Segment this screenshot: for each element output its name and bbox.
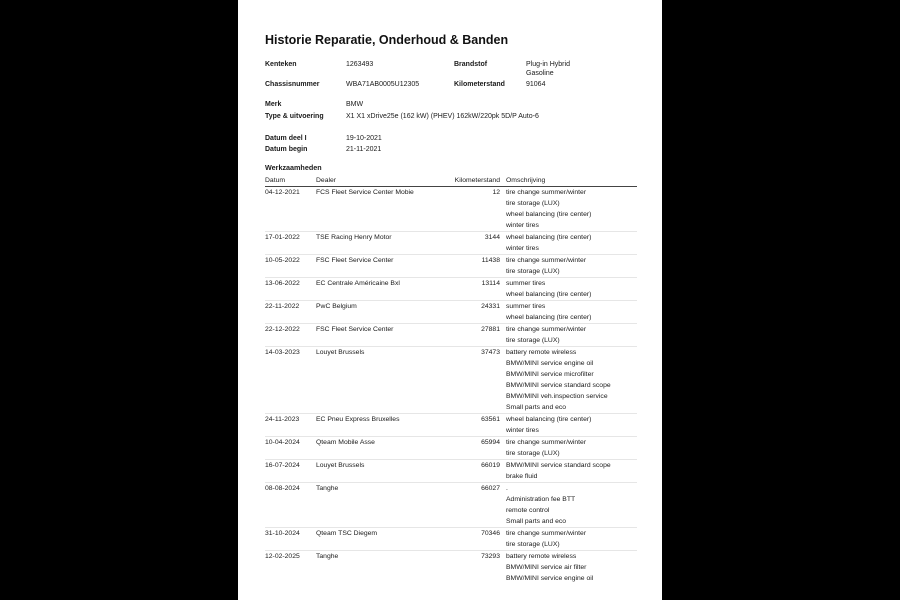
row-description [506,187,637,231]
row-kilometerstand: 13114 [481,280,500,287]
row-dealer: Louyet Brussels [316,349,365,356]
row-date: 17-01-2022 [265,234,300,241]
description-line: battery remote wireless [506,349,577,356]
row-date: 04-12-2021 [265,189,300,196]
description-line: wheel balancing (tire center) [506,416,592,423]
table-row [265,323,637,346]
row-date: 16-07-2024 [265,462,300,469]
description-line: BMW/MINI service standard scope [506,382,611,389]
description-line: summer tires [506,280,546,287]
description-line: tire change summer/winter [506,257,587,264]
description-line: tire change summer/winter [506,530,587,537]
description-line: BMW/MINI service engine oil [506,360,594,367]
chassis-label: Chassisnummer [265,81,320,88]
description-line: brake fluid [506,473,538,480]
row-kilometerstand: 70346 [481,530,500,537]
description-line: tire storage (LUX) [506,200,560,207]
row-dealer: EC Pneu Express Bruxelles [316,416,400,423]
row-description [506,414,637,436]
row-date: 22-12-2022 [265,326,300,333]
table-row [265,436,637,459]
brandstof-label: Brandstof [454,61,488,68]
row-kilometerstand: 66019 [481,462,500,469]
page-title: Historie Reparatie, Onderhoud & Banden [265,33,509,47]
row-kilometerstand: 66027 [481,485,500,492]
table-row [265,527,637,550]
row-kilometerstand: 11438 [481,257,500,264]
description-line: tire change summer/winter [506,439,587,446]
description-line: BMW/MINI veh.inspection service [506,393,608,400]
description-line: wheel balancing (tire center) [506,314,592,321]
type-value: X1 X1 xDrive25e (162 kW) (PHEV) 162kW/220pk 5D/P Auto-6 [346,113,539,120]
row-kilometerstand: 27881 [481,326,500,333]
row-dealer: FSC Fleet Service Center [316,326,394,333]
row-description [506,301,637,323]
row-dealer: PwC Belgium [316,303,357,310]
table-row [265,482,637,527]
merk-label: Merk [265,101,282,108]
werkzaamheden-heading: Werkzaamheden [265,163,322,172]
description-line: tire change summer/winter [506,189,587,196]
header-datum: Datum [265,177,286,184]
description-line: tire storage (LUX) [506,450,560,457]
description-line: winter tires [506,427,539,434]
table-row [265,277,637,300]
row-kilometerstand: 37473 [481,349,500,356]
row-date: 31-10-2024 [265,530,300,537]
werkzaamheden-table [265,187,637,584]
row-dealer: Louyet Brussels [316,462,365,469]
merk-value: BMW [346,101,364,108]
description-line: tire change summer/winter [506,326,587,333]
brandstof-value-2: Gasoline [526,70,554,77]
table-row [265,459,637,482]
table-row [265,231,637,254]
datum-deel1-value: 19-10-2021 [346,135,382,142]
table-header [265,176,637,187]
row-date: 12-02-2025 [265,553,300,560]
table-row [265,346,637,413]
header-omschrijving: Omschrijving [506,177,546,184]
description-line: wheel balancing (tire center) [506,211,592,218]
row-description [506,551,637,584]
row-kilometerstand: 12 [492,189,500,196]
row-description [506,347,637,413]
datum-begin-value: 21-11-2021 [346,146,382,153]
row-description [506,255,637,277]
table-row [265,550,637,584]
datum-begin-label: Datum begin [265,146,308,153]
row-date: 24-11-2023 [265,416,300,423]
document-page [238,0,662,600]
row-dealer: Qteam Mobile Asse [316,439,375,446]
row-dealer: Tanghe [316,485,339,492]
description-line: winter tires [506,222,539,229]
row-description [506,278,637,300]
datum-deel1-label: Datum deel I [265,135,307,142]
description-line: battery remote wireless [506,553,577,560]
row-description [506,324,637,346]
row-dealer: TSE Racing Henry Motor [316,234,392,241]
header-kilometerstand: Kilometerstand [454,177,500,184]
description-line: wheel balancing (tire center) [506,291,592,298]
row-date: 13-06-2022 [265,280,300,287]
description-line: summer tires [506,303,546,310]
kilometerstand-value: 91064 [526,81,546,88]
description-line: Small parts and eco [506,518,567,525]
description-line: winter tires [506,245,539,252]
description-line: BMW/MINI service standard scope [506,462,611,469]
description-line: BMW/MINI service microfilter [506,371,594,378]
row-kilometerstand: 73293 [481,553,500,560]
description-line: tire storage (LUX) [506,541,560,548]
description-line: remote control [506,507,550,514]
row-kilometerstand: 65994 [481,439,500,446]
description-line: tire storage (LUX) [506,268,560,275]
table-row [265,187,637,231]
description-line: BMW/MINI service engine oil [506,575,594,582]
header-dealer: Dealer [316,177,337,184]
row-description [506,232,637,254]
row-dealer: FSC Fleet Service Center [316,257,394,264]
description-line: . [506,485,508,492]
row-kilometerstand: 3144 [484,234,500,241]
row-date: 10-05-2022 [265,257,300,264]
row-dealer: EC Centrale Américaine Bxl [316,280,400,287]
row-date: 10-04-2024 [265,439,300,446]
kilometerstand-label: Kilometerstand [454,81,505,88]
row-description [506,437,637,459]
table-row [265,254,637,277]
row-dealer: FCS Fleet Service Center Mobie [316,189,414,196]
brandstof-value-1: Plug-in Hybrid [526,61,570,68]
description-line: Administration fee BTT [506,496,576,503]
description-line: Small parts and eco [506,404,567,411]
row-kilometerstand: 63561 [481,416,500,423]
row-description [506,528,637,550]
row-date: 22-11-2022 [265,303,300,310]
kenteken-value: 1263493 [346,61,374,68]
row-description [506,460,637,482]
row-date: 14-03-2023 [265,349,300,356]
row-dealer: Qteam TSC Diegem [316,530,378,537]
row-kilometerstand: 24331 [481,303,500,310]
kenteken-label: Kenteken [265,61,297,68]
table-row [265,300,637,323]
table-row [265,413,637,436]
row-description [506,483,637,527]
description-line: wheel balancing (tire center) [506,234,592,241]
description-line: tire storage (LUX) [506,337,560,344]
row-dealer: Tanghe [316,553,339,560]
description-line: BMW/MINI service air filter [506,564,587,571]
chassis-value: WBA71AB0005U12305 [346,81,420,88]
type-label: Type & uitvoering [265,113,324,120]
row-date: 08-08-2024 [265,485,300,492]
